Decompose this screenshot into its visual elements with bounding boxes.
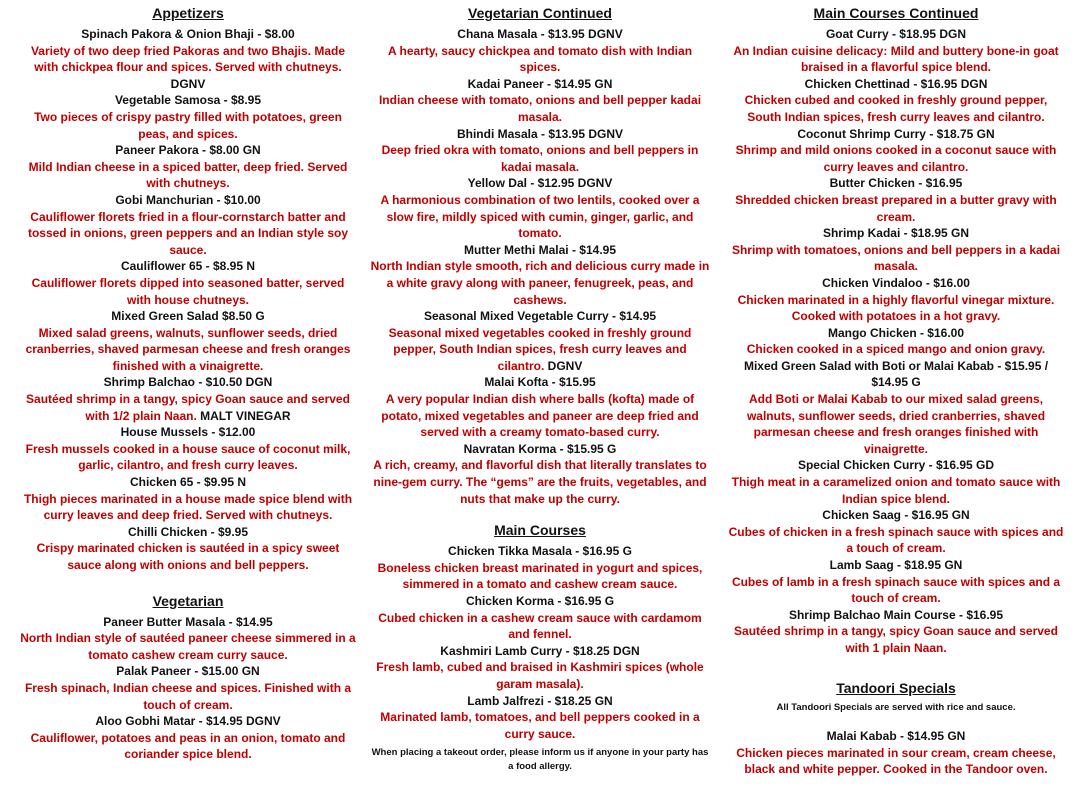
menu-item-name: Kashmiri Lamb Curry - $18.25 DGN xyxy=(440,643,640,658)
menu-item-description: Add Boti or Malai Kabab to our mixed salad greens, walnuts, sunflower seeds, dried cranberries, shaved parmesan cheese and fresh oranges finished with vinaigrette. xyxy=(746,392,1046,456)
menu-item-description: Deep fried okra with tomato, onions and bell peppers in kadai masala. xyxy=(381,143,699,174)
menu-item xyxy=(370,242,710,308)
menu-item xyxy=(370,126,710,176)
menu-item-description: A very popular Indian dish where balls (kofta) made of potato, mixed vegetables and paneer are deep fried and served with a creamy tomato-based curry. xyxy=(381,392,699,440)
menu-item xyxy=(18,374,358,424)
menu-item xyxy=(726,26,1066,76)
menu-item xyxy=(370,643,710,693)
menu-item-name: Seasonal Mixed Vegetable Curry - $14.95 xyxy=(423,309,657,324)
menu-item-name: Navratan Korma - $15.95 G xyxy=(463,441,617,456)
menu-item-description: Shrimp with tomatoes, onions and bell peppers in a kadai masala. xyxy=(731,242,1061,274)
menu-item-description: Fresh spinach, Indian cheese and spices. Finished with a touch of cream. xyxy=(24,680,352,712)
menu-item-name: Mixed Green Salad with Boti or Malai Kabab - $15.95 / $14.95 G xyxy=(743,358,1049,390)
menu-item xyxy=(726,607,1066,657)
menu-item xyxy=(726,126,1066,176)
menu-item-name: Special Chicken Curry - $16.95 GD xyxy=(797,458,995,473)
menu-item xyxy=(726,225,1066,275)
menu-item-name: Lamb Jalfrezi - $18.25 GN xyxy=(467,693,613,708)
menu-column-1 xyxy=(18,4,358,763)
menu-item xyxy=(726,728,1066,778)
menu-item-name: Shrimp Balchao - $10.50 DGN xyxy=(103,375,273,390)
menu-item-name: Vegetable Samosa - $8.95 xyxy=(114,93,262,108)
menu-item-name: Kadai Paneer - $14.95 GN xyxy=(467,76,613,91)
menu-item-description: Cubed chicken in a cashew cream sauce with cardamom and fennel. xyxy=(378,610,702,642)
menu-item-description: Chicken marinated in a highly flavorful vinegar mixture. Cooked with potatoes in a hot gravy. xyxy=(737,292,1055,324)
menu-item-name: Lamb Saag - $18.95 GN xyxy=(829,558,963,572)
menu-item xyxy=(370,374,710,440)
menu-item-description: Marinated lamb, tomatoes, and bell peppers cooked in a curry sauce. xyxy=(380,710,700,741)
section-heading-vegetarian-continued: Vegetarian Continued xyxy=(468,5,612,21)
menu-item-description: Cubes of chicken in a fresh spinach sauce with spices and a touch of cream. xyxy=(728,524,1064,556)
section-heading-appetizers: Appetizers xyxy=(152,5,224,21)
menu-item-description: Shredded chicken breast prepared in a butter gravy with cream. xyxy=(735,192,1057,224)
menu-item xyxy=(370,26,710,76)
dietary-tag: DGNV xyxy=(547,358,583,373)
menu-column-2 xyxy=(370,4,710,773)
menu-item xyxy=(18,308,358,374)
menu-item xyxy=(726,507,1066,557)
section-heading-vegetarian: Vegetarian xyxy=(152,592,224,609)
dietary-tag: DGNV xyxy=(170,76,206,91)
menu-item-description: An Indian cuisine delicacy: Mild and buttery bone-in goat braised in a flavorful spice blend. xyxy=(733,43,1059,75)
menu-item-description: Fresh mussels cooked in a house sauce of coconut milk, garlic, cilantro, and fresh curry leaves. xyxy=(25,441,351,473)
menu-item-name: Coconut Shrimp Curry - $18.75 GN xyxy=(797,126,995,141)
menu-item-name: Chicken Chettinad - $16.95 DGN xyxy=(804,76,988,91)
menu-item-name: Spinach Pakora & Onion Bhaji - $8.00 xyxy=(81,27,295,41)
menu-item-description: Mild Indian cheese in a spiced batter, deep fried. Served with chutneys. xyxy=(28,159,348,191)
menu-item xyxy=(18,258,358,308)
menu-item-description: Sautéed shrimp in a tangy, spicy Goan sauce and served with 1/2 plain Naan. MALT VINEGAR xyxy=(26,392,350,423)
menu-item xyxy=(370,308,710,374)
menu-item xyxy=(726,275,1066,325)
menu-item-description: Fresh lamb, cubed and braised in Kashmiri spices (whole garam masala). xyxy=(376,660,704,691)
menu-item-name: Paneer Pakora - $8.00 GN xyxy=(115,143,261,158)
menu-item-name: Paneer Butter Masala - $14.95 xyxy=(103,614,273,629)
menu-item-name: Chana Masala - $13.95 DGNV xyxy=(457,27,623,41)
menu-item-name: Bhindi Masala - $13.95 DGNV xyxy=(456,126,624,141)
menu-item-description: A hearty, saucy chickpea and tomato dish with Indian spices. xyxy=(387,43,693,75)
menu-item xyxy=(18,524,358,574)
menu-item-name: Aloo Gobhi Matar - $14.95 DGNV xyxy=(95,714,281,729)
menu-item xyxy=(18,92,358,142)
menu-item-description: Mixed salad greens, walnuts, sunflower seeds, dried cranberries, shaved parmesan cheese and fresh oranges finished with a vinaigrette. xyxy=(25,325,351,373)
menu-item-description: Chicken cooked in a spiced mango and onion gravy. xyxy=(746,342,1046,357)
menu-item xyxy=(726,457,1066,507)
menu-item xyxy=(370,441,710,507)
menu-item-description: Thigh meat in a caramelized onion and tomato sauce with Indian spice blend. xyxy=(731,475,1061,506)
menu-item-name: Malai Kofta - $15.95 xyxy=(484,375,596,390)
menu-item-name: Chicken Tikka Masala - $16.95 G xyxy=(448,544,632,559)
menu-item-description: Chicken cubed and cooked in freshly ground pepper, South Indian spices, fresh curry leaves and cilantro. xyxy=(744,93,1048,124)
menu-item-name: Chicken 65 - $9.95 N xyxy=(129,475,247,490)
menu-item-name: Shrimp Kadai - $18.95 GN xyxy=(822,226,970,241)
menu-item xyxy=(726,76,1066,126)
menu-item-description: Cubes of lamb in a fresh spinach sauce with spices and a touch of cream. xyxy=(731,574,1061,606)
menu-column-3 xyxy=(726,4,1066,778)
section-heading-tandoori-specials: Tandoori Specials xyxy=(836,679,956,696)
menu-item xyxy=(18,713,358,763)
menu-item-name: Cauliflower 65 - $8.95 N xyxy=(120,259,256,274)
menu-item xyxy=(370,543,710,593)
menu-item xyxy=(726,175,1066,225)
menu-item-description: Variety of two deep fried Pakoras and two Bhajis. Made with chickpea flour and spices. Served with chutneys. DGNV xyxy=(30,43,346,91)
menu-item-name: Palak Paneer - $15.00 GN xyxy=(116,664,260,679)
menu-item-description: Seasonal mixed vegetables cooked in freshly ground pepper, South Indian spices, fresh curry leaves and cilantro. DGNV xyxy=(388,325,692,373)
menu-item xyxy=(726,358,1066,458)
menu-item-description: Boneless chicken breast marinated in yogurt and spices, simmered in a tomato and cashew cream sauce. xyxy=(377,560,703,592)
section-heading-main-courses: Main Courses xyxy=(494,522,586,539)
menu-item-name: Chicken Korma - $16.95 G xyxy=(465,594,615,608)
menu-item-description: Sautéed shrimp in a tangy, spicy Goan sauce and served with 1 plain Naan. xyxy=(734,624,1058,655)
menu-item-description: A harmonious combination of two lentils, cooked over a slow fire, mildly spiced with cumin, ginger, garlic, and tomato. xyxy=(380,192,700,241)
menu-item-name: Goat Curry - $18.95 DGN xyxy=(825,27,967,41)
tandoori-note: All Tandoori Specials are served with rice and sauce. xyxy=(776,701,1016,713)
menu-item-name: Mixed Green Salad $8.50 G xyxy=(111,309,265,324)
menu-item-description: Indian cheese with tomato, onions and bell pepper kadai masala. xyxy=(378,93,702,124)
menu-item xyxy=(18,663,358,713)
menu-item-description: Two pieces of crispy pastry filled with potatoes, green peas, and spices. xyxy=(34,109,342,141)
menu-item xyxy=(18,424,358,474)
menu-item-description: Chicken pieces marinated in sour cream, cream cheese, black and white pepper. Cooked in the Tandoor oven. xyxy=(736,745,1056,777)
menu-item-description: Cauliflower florets fried in a flour-cornstarch batter and tossed in onions, green peppers and an Indian style soy sauce. xyxy=(27,209,349,257)
menu-item xyxy=(18,26,358,92)
menu-item xyxy=(726,325,1066,358)
menu-item-name: Chicken Vindaloo - $16.00 xyxy=(822,275,970,290)
menu-item xyxy=(726,557,1066,607)
menu-item-name: House Mussels - $12.00 xyxy=(120,425,256,440)
menu-item xyxy=(18,614,358,664)
menu-item xyxy=(18,474,358,524)
dietary-tag: MALT VINEGAR xyxy=(200,408,291,423)
section-heading-main-courses-continued: Main Courses Continued xyxy=(813,5,979,21)
allergy-note: When placing a takeout order, please inform us if anyone in your party has a food allergy. xyxy=(371,747,709,772)
menu-item xyxy=(18,142,358,192)
menu-item-description: North Indian style of sautéed paneer cheese simmered in a tomato cashew cream curry sauce. xyxy=(20,631,356,662)
menu-item-name: Gobi Manchurian - $10.00 xyxy=(115,192,261,207)
menu-item-description: A rich, creamy, and flavorful dish that literally translates to nine-gem curry. The “gems” are the fruits, vegetables, and nuts that make up the curry. xyxy=(373,458,707,506)
menu-item-description: Cauliflower, potatoes and peas in an onion, tomato and coriander spice blend. xyxy=(30,730,346,762)
menu-item-name: Malai Kabab - $14.95 GN xyxy=(826,729,966,744)
menu-item xyxy=(18,192,358,258)
menu-item-description: Thigh pieces marinated in a house made spice blend with curry leaves and deep fried. Served with chutneys. xyxy=(23,491,353,523)
menu-item-description: North Indian style smooth, rich and delicious curry made in a white gravy along with paneer, fenugreek, peas, and cashews. xyxy=(370,259,710,307)
menu-item-name: Shrimp Balchao Main Course - $16.95 xyxy=(788,607,1004,622)
menu-item-name: Butter Chicken - $16.95 xyxy=(829,176,963,191)
menu-item xyxy=(370,593,710,643)
menu-item-name: Mango Chicken - $16.00 xyxy=(827,325,965,340)
menu-item-description: Cauliflower florets dipped into seasoned batter, served with house chutneys. xyxy=(31,275,345,307)
menu-item xyxy=(370,693,710,743)
menu-item-description: Shrimp and mild onions cooked in a coconut sauce with curry leaves and cilantro. xyxy=(735,143,1057,174)
menu-item-name: Mutter Methi Malai - $14.95 xyxy=(463,242,617,257)
menu-item-description: Crispy marinated chicken is sautéed in a spicy sweet sauce along with onions and bell peppers. xyxy=(36,541,340,572)
menu-item xyxy=(370,175,710,241)
menu-item xyxy=(370,76,710,126)
menu-item-name: Chilli Chicken - $9.95 xyxy=(127,524,249,539)
menu-item-name: Yellow Dal - $12.95 DGNV xyxy=(467,176,613,191)
menu-item-name: Chicken Saag - $16.95 GN xyxy=(822,508,970,523)
